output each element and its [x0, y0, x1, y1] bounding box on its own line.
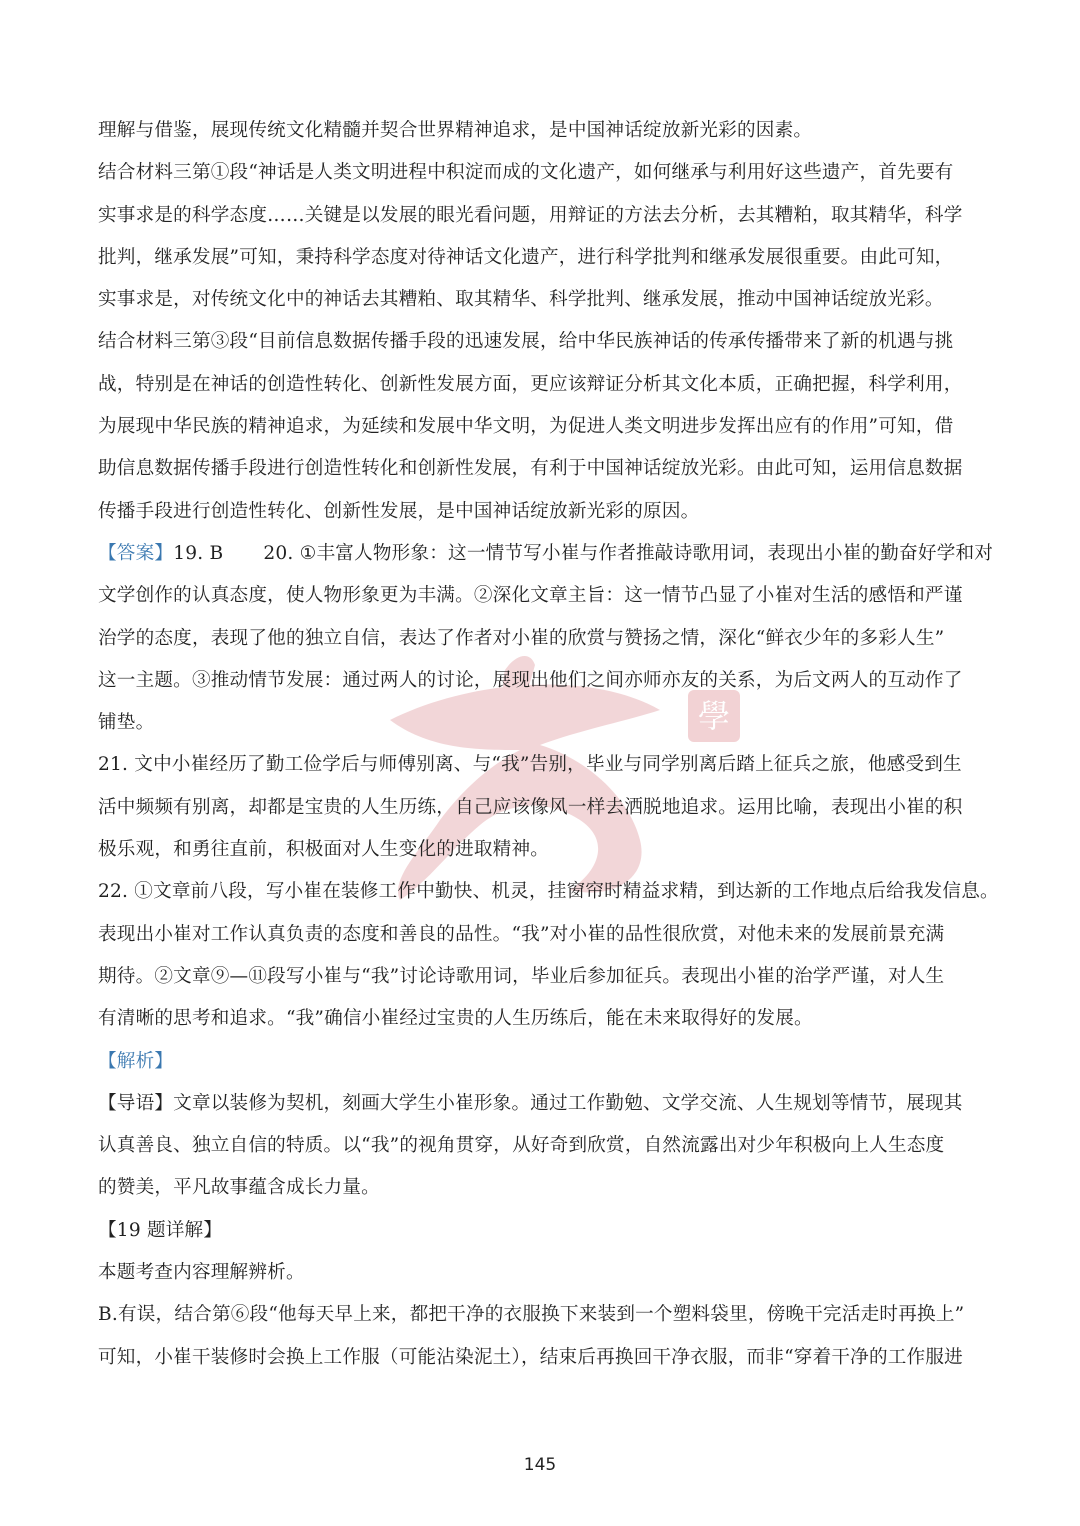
- text-line: 极乐观，和勇往直前，积极面对人生变化的进取精神。: [98, 839, 550, 861]
- text-line: 实事求是的科学态度……关键是以发展的眼光看问题，用辩证的方法去分析，去其糟粕，取其精华，科学: [98, 204, 963, 226]
- intro-line: 的赞美，平凡故事蕴含成长力量。: [98, 1177, 380, 1199]
- document-page: [98, 110, 999, 1379]
- answer-tag: 【答案】: [98, 542, 174, 564]
- q19-heading: 【19 题详解】: [98, 1219, 223, 1241]
- q19-line: B.有误，结合第⑥段“他每天早上来，都把干净的衣服换下来装到一个塑料袋里，傍晚干完活走时再换上”: [98, 1304, 965, 1326]
- text-line: 批判，继承发展”可知，秉持科学态度对待神话文化遗产，进行科学批判和继承发展很重要。由此可知，: [98, 246, 954, 268]
- text-line: 治学的态度，表现了他的独立自信，表达了作者对小崔的欣赏与赞扬之情，深化“鲜衣少年的多彩人生”: [98, 627, 945, 649]
- text-line: 结合材料三第①段“神话是人类文明进程中积淀而成的文化遗产，如何继承与利用好这些遗产，首先要有: [98, 162, 954, 184]
- text-line: 这一主题。③推动情节发展：通过两人的讨论，展现出他们之间亦师亦友的关系，为后文两人的互动作了: [98, 669, 963, 691]
- text-line: 有清晰的思考和追求。“我”确信小崔经过宝贵的人生历练后，能在未来取得好的发展。: [98, 1008, 813, 1030]
- text-line: 实事求是，对传统文化中的神话去其糟粕、取其精华、科学批判、继承发展，推动中国神话绽放光彩。: [98, 289, 944, 311]
- text-line: 为展现中华民族的精神追求，为延续和发展中华文明，为促进人类文明进步发挥出应有的作用”可知，借: [98, 416, 954, 438]
- answer-19: 19. B: [173, 542, 224, 564]
- text-line: 助信息数据传播手段进行创造性转化和创新性发展，有利于中国神话绽放光彩。由此可知，运用信息数据: [98, 458, 963, 480]
- text-line: 期待。②文章⑨—⑪段写小崔与“我”讨论诗歌用词，毕业后参加征兵。表现出小崔的治学严谨，对人生: [98, 965, 945, 987]
- text-line: 传播手段进行创造性转化、创新性发展，是中国神话绽放新光彩的原因。: [98, 500, 700, 522]
- intro-line: 认真善良、独立自信的特质。以“我”的视角贯穿，从好奇到欣赏，自然流露出对少年积极向上人生态度: [98, 1135, 945, 1157]
- text-line: 活中频频有别离，却都是宝贵的人生历练，自己应该像风一样去洒脱地追求。运用比喻，表现出小崔的积: [98, 796, 963, 818]
- answer-20: 20. ①丰富人物形象：这一情节写小崔与作者推敲诗歌用词，表现出小崔的勤奋好学和对: [263, 542, 994, 564]
- text-line: 结合材料三第③段“目前信息数据传播手段的迅速发展，给中华民族神话的传承传播带来了新的机遇与挑: [98, 331, 954, 353]
- analysis-tag: 【解析】: [98, 1050, 174, 1072]
- text-line: 22. ①文章前八段，写小崔在装修工作中勤快、机灵，挂窗帘时精益求精，到达新的工作地点后给我发信息。: [98, 881, 999, 903]
- q19-line: 可知，小崔干装修时会换上工作服（可能沾染泥土），结束后再换回干净衣服，而非“穿着干净的工作服进: [98, 1346, 963, 1368]
- intro-line: 【导语】文章以装修为契机，刻画大学生小崔形象。通过工作勤勉、文学交流、人生规划等情节，展现其: [98, 1092, 963, 1114]
- text-line: 铺垫。: [98, 712, 155, 734]
- text-line: 21. 文中小崔经历了勤工俭学后与师傅别离、与“我”告别，毕业与同学别离后踏上征兵之旅，他感受到生: [98, 754, 962, 776]
- text-line: 战，特别是在神话的创造性转化、创新性发展方面，更应该辩证分析其文化本质，正确把握，科学利用，: [98, 373, 963, 395]
- answer-line: [98, 533, 994, 575]
- page-number: 145: [523, 1455, 557, 1475]
- q19-line: 本题考查内容理解辨析。: [98, 1262, 305, 1284]
- text-line: 理解与借鉴，展现传统文化精髓并契合世界精神追求，是中国神话绽放新光彩的因素。: [98, 120, 813, 141]
- text-line: 文学创作的认真态度，使人物形象更为丰满。②深化文章主旨：这一情节凸显了小崔对生活的感悟和严谨: [98, 585, 963, 607]
- watermark-seal: 學: [688, 690, 740, 742]
- text-line: 表现出小崔对工作认真负责的态度和善良的品性。“我”对小崔的品性很欣赏，对他未来的发展前景充满: [98, 923, 945, 945]
